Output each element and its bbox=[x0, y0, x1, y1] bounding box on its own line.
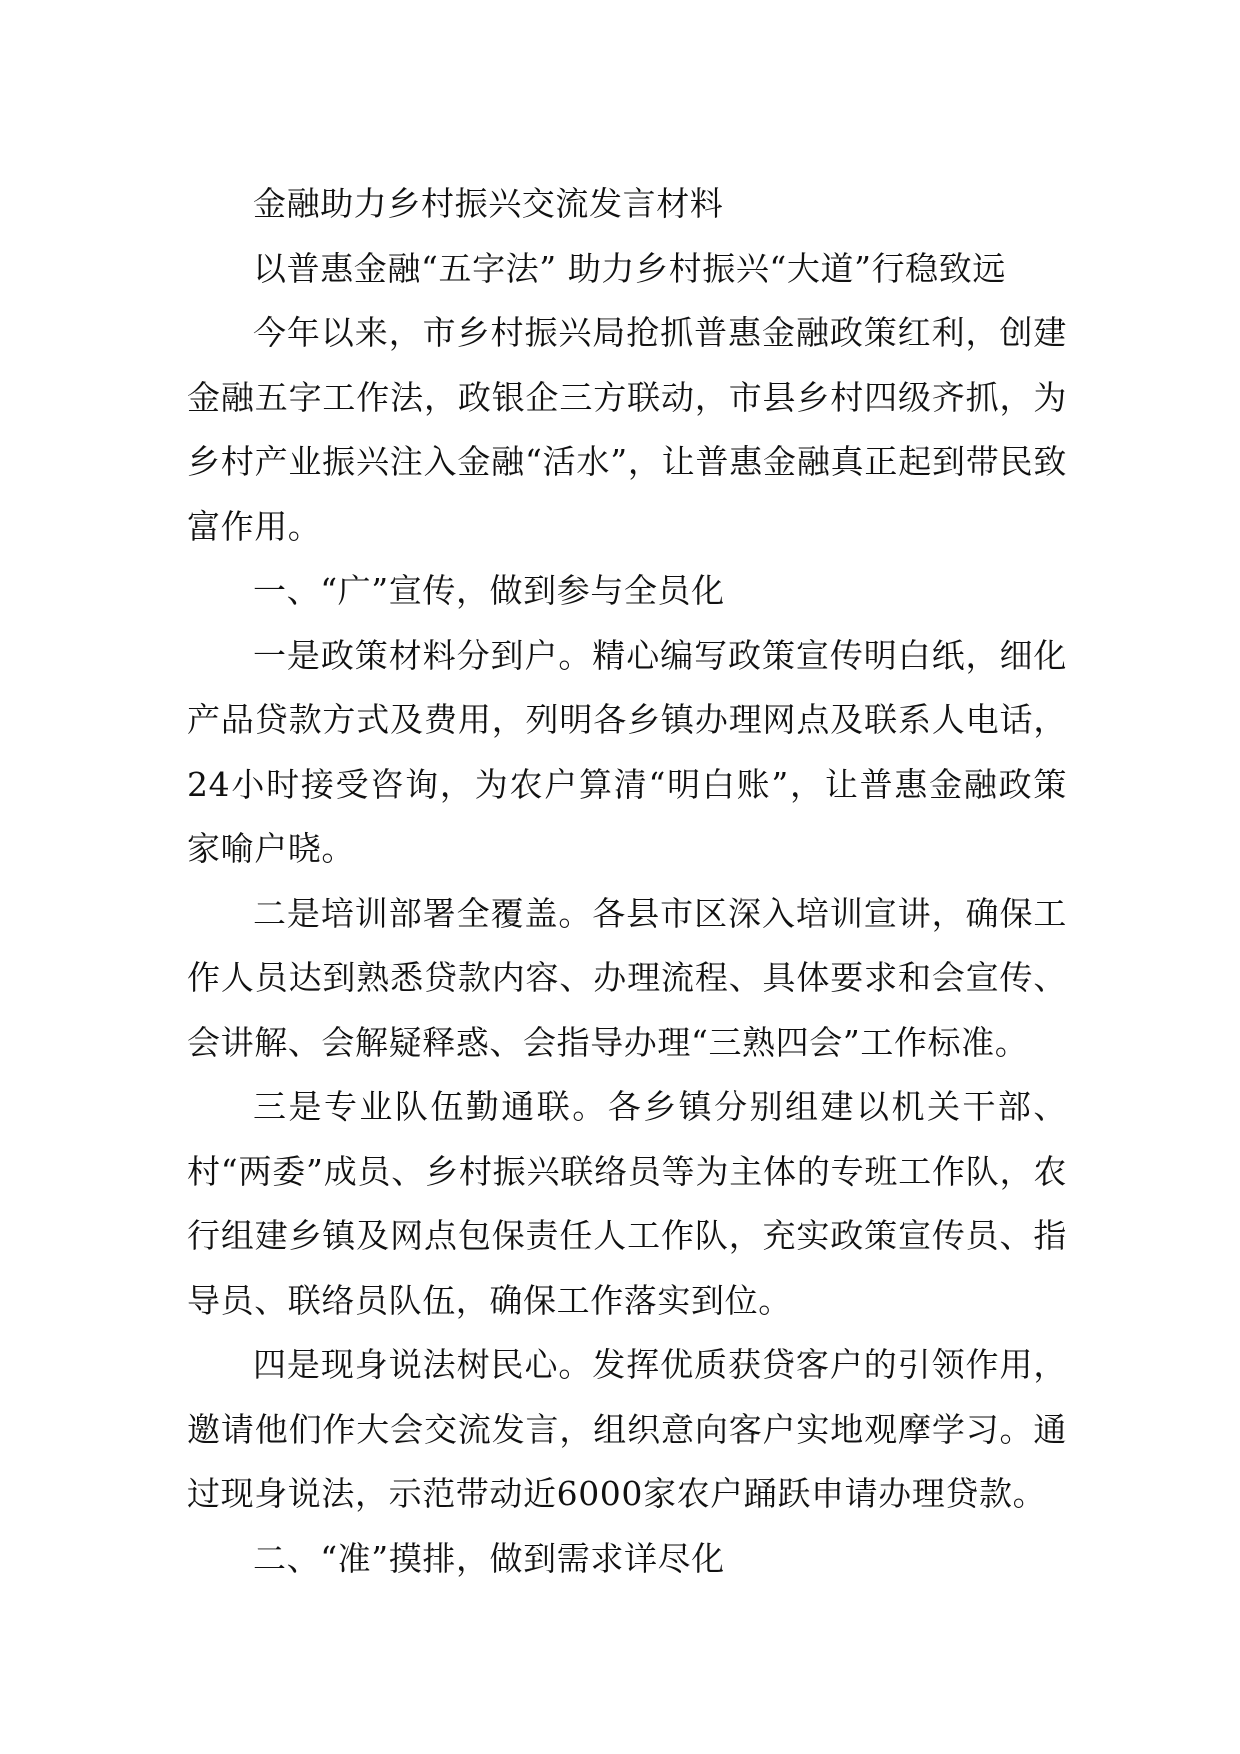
paragraph-professional-team: 三是专业队伍勤通联。各乡镇分别组建以机关干部、村“两委”成员、乡村振兴联络员等为主体的专班工作队，农行组建乡镇及网点包保责任人工作队，充实政策宣传员、指导员、联络员队伍，确保工作落实到位。 bbox=[187, 1087, 1067, 1320]
document-subtitle: 以普惠金融“五字法” 助力乡村振兴“大道”行稳致远 bbox=[253, 248, 1006, 288]
document-body bbox=[187, 172, 1067, 1591]
document-title: 金融助力乡村振兴交流发言材料 bbox=[253, 184, 724, 223]
paragraph-intro: 今年以来，市乡村振兴局抢抓普惠金融政策红利，创建金融五字工作法，政银企三方联动，市县乡村四级齐抓，为乡村产业振兴注入金融“活水”，让普惠金融真正起到带民致富作用。 bbox=[187, 313, 1067, 546]
section-heading-1: 一、“广”宣传，做到参与全员化 bbox=[253, 571, 725, 610]
paragraph-training: 二是培训部署全覆盖。各县市区深入培训宣讲，确保工作人员达到熟悉贷款内容、办理流程、具体要求和会宣传、会讲解、会解疑释惑、会指导办理“三熟四会”工作标准。 bbox=[187, 893, 1067, 1062]
paragraph-policy-materials: 一是政策材料分到户。精心编写政策宣传明白纸，细化产品贷款方式及费用，列明各乡镇办理网点及联系人电话，24小时接受咨询，为农户算清“明白账”，让普惠金融政策家喻户晓。 bbox=[187, 635, 1067, 868]
section-heading-2: 二、“准”摸排，做到需求详尽化 bbox=[253, 1538, 725, 1578]
paragraph-testimonials: 四是现身说法树民心。发挥优质获贷客户的引领作用，邀请他们作大会交流发言，组织意向客户实地观摩学习。通过现身说法，示范带动近6000家农户踊跃申请办理贷款。 bbox=[187, 1345, 1067, 1513]
